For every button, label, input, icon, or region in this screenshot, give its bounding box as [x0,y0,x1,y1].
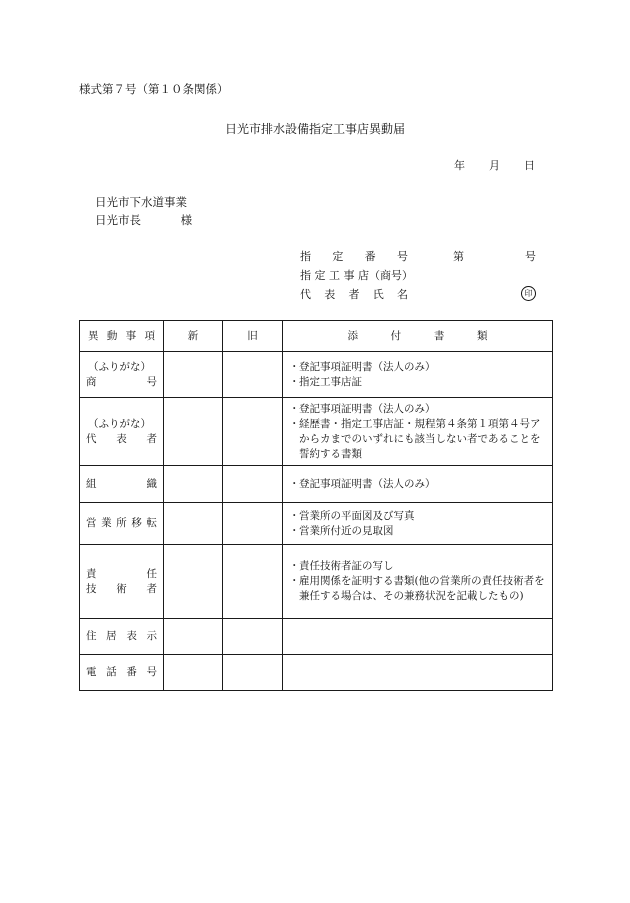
attachments-cell: ・ 登記事項証明書（法人のみ） ・ 指定工事店証 [283,352,553,398]
old-value-cell[interactable] [223,545,283,619]
table-row [80,398,553,466]
table-row [80,466,553,503]
new-value-cell[interactable] [164,466,223,503]
header-attachments: 添 付 書 類 [283,321,553,352]
attachments-cell: ・ 登記事項証明書（法人のみ） ・ 経歴書・指定工事店証・規程第４条第１項第４号アからカまでのいずれにも該当しない者であることを誓約する書類 [283,398,553,466]
header-change-item: 異 動 事 項 [80,321,164,352]
item-office-relocation: 営 業 所 移 転 [80,503,164,545]
table-row [80,619,553,655]
addressee-line1: 日光市下水道事業 [95,195,187,209]
old-value-cell[interactable] [223,503,283,545]
attachments-cell [283,619,553,655]
form-number: 様式第７号（第１０条関係） [79,82,229,96]
attachments-cell: ・ 登記事項証明書（法人のみ） [283,466,553,503]
old-value-cell[interactable] [223,398,283,466]
attachments-cell: ・ 営業所の平面図及び写真 ・ 営業所付近の見取図 [283,503,553,545]
date-month-label: 月 [489,159,500,172]
designation-go: 号 [525,250,536,263]
item-trade-name: （ふりがな） 商 号 [80,352,164,398]
attachments-cell [283,655,553,691]
designation-number-label: 指 定 番 号 [300,250,408,263]
new-value-cell[interactable] [164,545,223,619]
table-row [80,655,553,691]
item-organization: 組 織 [80,466,164,503]
old-value-cell[interactable] [223,619,283,655]
header-old: 旧 [223,321,283,352]
header-new: 新 [164,321,223,352]
old-value-cell[interactable] [223,655,283,691]
seal-mark: 印 [521,286,536,301]
table-row [80,503,553,545]
new-value-cell[interactable] [164,655,223,691]
date-day-label: 日 [524,159,535,172]
old-value-cell[interactable] [223,466,283,503]
table-row [80,352,553,398]
addressee-line2 [95,212,192,228]
designated-shop-label: 指 定 工 事 店（商号） [300,269,413,282]
item-phone-number: 電 話 番 号 [80,655,164,691]
date-year-label: 年 [454,159,465,172]
change-items-table [79,320,553,691]
item-residence-display: 住 居 表 示 [80,619,164,655]
item-responsible-engineer: 責 任 技 術 者 [80,545,164,619]
old-value-cell[interactable] [223,352,283,398]
document-title: 日光市排水設備指定工事店異動届 [224,122,405,136]
new-value-cell[interactable] [164,398,223,466]
addressee-honorific: 様 [180,213,193,227]
table-header-row [80,321,553,352]
addressee-mayor: 日光市長 [95,213,141,227]
representative-name-label: 代 表 者 氏 名 [300,288,408,301]
new-value-cell[interactable] [164,503,223,545]
attachments-cell: ・ 責任技術者証の写し ・ 雇用関係を証明する書類(他の営業所の責任技術者を兼任する場合は、その兼務状況を記載したもの) [283,545,553,619]
table-row [80,545,553,619]
new-value-cell[interactable] [164,619,223,655]
designation-dai: 第 [453,250,464,263]
new-value-cell[interactable] [164,352,223,398]
item-representative: （ふりがな） 代 表 者 [80,398,164,466]
